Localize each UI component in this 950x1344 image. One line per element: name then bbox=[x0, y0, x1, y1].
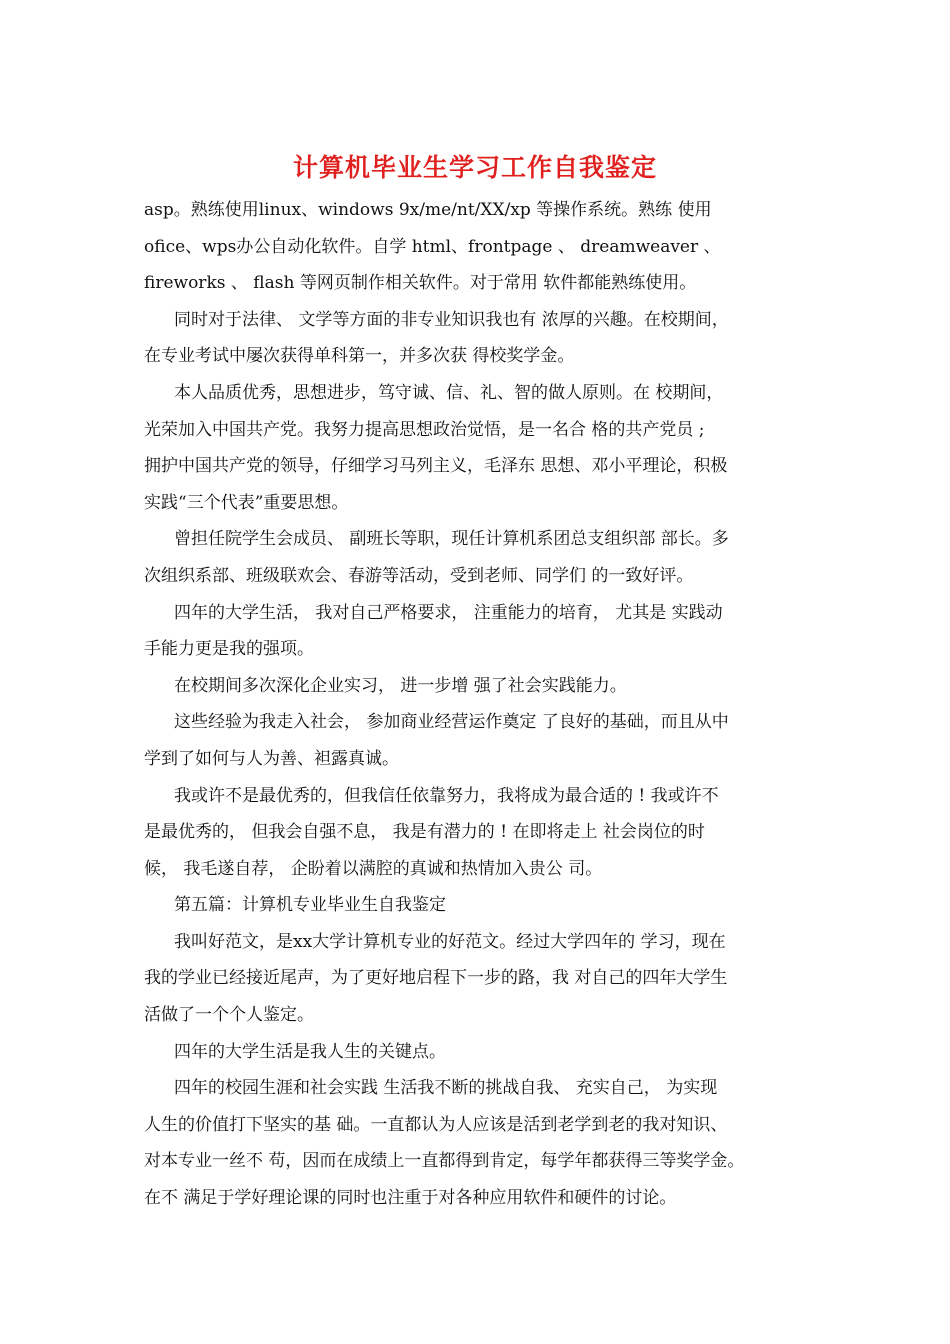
text-line: 光荣加入中国共产党。我努力提高思想政治觉悟，是一名合 格的共产党员 ; bbox=[144, 419, 705, 440]
paragraph bbox=[144, 375, 824, 521]
paragraph bbox=[144, 668, 824, 705]
text-line: 四年的大学生活是我人生的关键点。 bbox=[174, 1041, 446, 1062]
paragraph bbox=[144, 521, 824, 594]
paragraph bbox=[144, 924, 824, 1034]
paragraph bbox=[144, 1034, 824, 1071]
text-line: 本人品质优秀，思想进步，笃守诚、信、礼、智的做人原则。在 校期间， bbox=[174, 382, 724, 403]
text-line: 次组织系部、班级联欢会、春游等活动，受到老师、同学们 的一致好评。 bbox=[144, 565, 694, 586]
text-line: asp。熟练使用linux、windows 9x/me/nt/XX/xp 等操作系统。熟练 使用 bbox=[144, 200, 712, 220]
text-line: 拥护中国共产党的领导，仔细学习马列主义，毛泽东 思想、邓小平理论，积极 bbox=[144, 456, 728, 477]
text-line: 学到了如何与人为善、袒露真诚。 bbox=[144, 748, 399, 769]
paragraph bbox=[144, 704, 824, 777]
text-line: 我叫好范文，是xx大学计算机专业的好范文。经过大学四年的 学习，现在 bbox=[174, 931, 726, 952]
text-line: 候， 我毛遂自荐， 企盼着以满腔的真诚和热情加入贵公 司。 bbox=[144, 858, 603, 879]
paragraph bbox=[144, 887, 824, 924]
text-line: ofice、wps办公自动化软件。自学 html、frontpage 、 dreamweaver 、 bbox=[144, 236, 721, 257]
paragraph bbox=[144, 192, 824, 302]
text-line: 这些经验为我走入社会， 参加商业经营运作奠定 了良好的基础，而且从中 bbox=[174, 712, 729, 733]
text-line: 在不 满足于学好理论课的同时也注重于对各种应用软件和硬件的讨论。 bbox=[144, 1188, 677, 1209]
text-line: fireworks 、 flash 等网页制作相关软件。对于常用 软件都能熟练使用。 bbox=[144, 273, 697, 294]
text-line: 在专业考试中屡次获得单科第一，并多次获 得校奖学金。 bbox=[144, 346, 575, 367]
document-title: 计算机毕业生学习工作自我鉴定 bbox=[292, 153, 657, 182]
text-line: 在校期间多次深化企业实习， 进一步增 强了社会实践能力。 bbox=[174, 675, 627, 696]
text-line: 四年的大学生活， 我对自己严格要求， 注重能力的培育， 尤其是 实践动 bbox=[174, 602, 723, 623]
text-line: 手能力更是我的强项。 bbox=[144, 639, 314, 660]
paragraph bbox=[144, 1070, 824, 1216]
text-line: 第五篇：计算机专业毕业生自我鉴定 bbox=[174, 895, 446, 916]
text-line: 对本专业一丝不 苟，因而在成绩上一直都得到肯定，每学年都获得三等奖学金。 bbox=[144, 1151, 745, 1172]
text-line: 同时对于法律、 文学等方面的非专业知识我也有 浓厚的兴趣。在校期间， bbox=[174, 309, 729, 330]
document-body bbox=[144, 192, 824, 1217]
text-line: 曾担任院学生会成员、 副班长等职，现任计算机系团总支组织部 部长。多 bbox=[174, 529, 729, 550]
text-line: 活做了一个个人鉴定。 bbox=[144, 1005, 314, 1026]
text-line: 人生的价值打下坚实的基 础。一直都认为人应该是活到老学到老的我对知识、 bbox=[144, 1114, 728, 1135]
paragraph bbox=[144, 302, 824, 375]
paragraph bbox=[144, 778, 824, 888]
text-line: 我或许不是最优秀的，但我信任依靠努力，我将成为最合适的 ! 我或许不 bbox=[174, 785, 719, 806]
text-line: 四年的校园生涯和社会实践 生活我不断的挑战自我、 充实自己， 为实现 bbox=[174, 1078, 718, 1099]
text-line: 我的学业已经接近尾声，为了更好地启程下一步的路，我 对自己的四年大学生 bbox=[144, 968, 728, 989]
text-line: 实践“三个代表”重要思想。 bbox=[144, 492, 349, 513]
paragraph bbox=[144, 595, 824, 668]
text-line: 是最优秀的， 但我会自强不息， 我是有潜力的 ! 在即将走上 社会岗位的时 bbox=[144, 822, 705, 843]
